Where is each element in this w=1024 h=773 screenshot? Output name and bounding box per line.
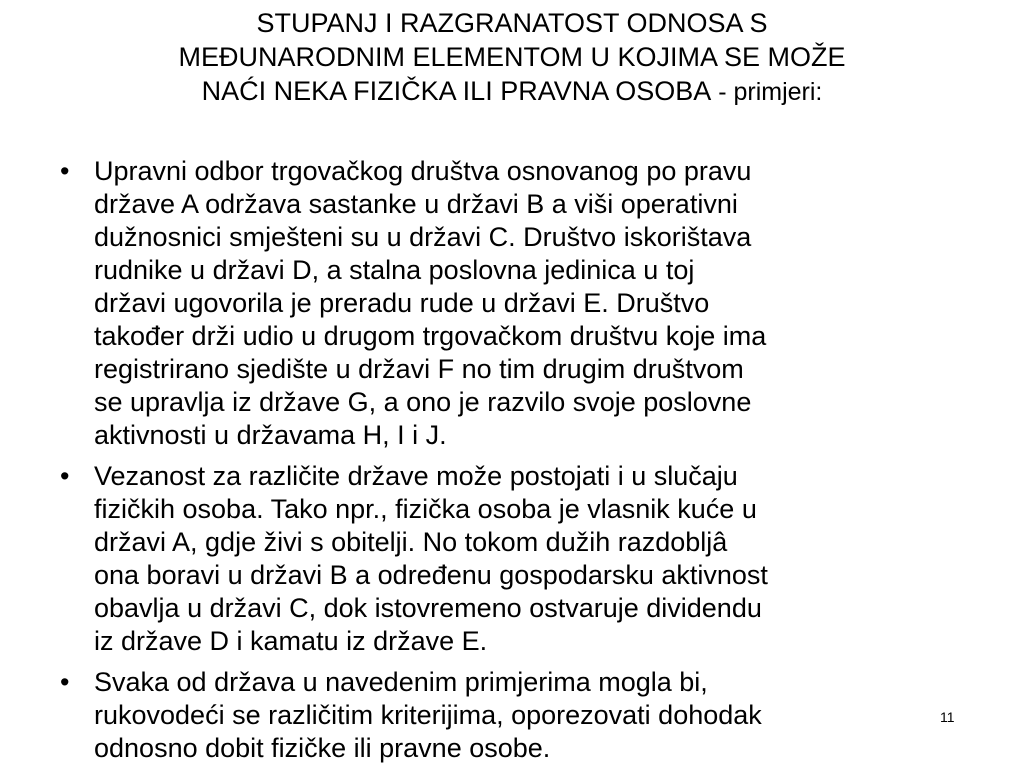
bullet-item [60,460,960,658]
bullet-icon: • [60,461,70,491]
bullet-text [94,155,960,452]
bullet-line: Vezanost za različite države može postojati i u slučaju [94,461,738,491]
bullet-line: registrirano sjedište u državi F no tim drugim društvom [94,354,744,384]
bullet-line: Svaka od država u navedenim primjerima mogla bi, [94,667,708,697]
bullet-line: obavlja u državi C, dok istovremeno ostvaruje dividendu [94,593,762,623]
bullet-line: rukovodeći se različitim kriterijima, oporezovati dohodak [94,700,762,730]
bullet-line: se upravlja iz države G, a ono je razvilo svoje poslovne [94,387,752,417]
title-line-text: NAĆI NEKA FIZIČKA ILI PRAVNA OSOBA [201,76,712,106]
title-line [40,74,984,109]
bullet-list [60,155,960,773]
bullet-line: ona boravi u državi B a određenu gospodarsku aktivnost [94,560,768,590]
bullet-line: dužnosnici smješteni su u državi C. Društvo iskorištava [94,222,752,252]
bullet-line: iz države D i kamatu iz države E. [94,626,488,656]
bullet-line: državi ugovorila je preradu rude u državi E. Društvo [94,288,710,318]
bullet-line: rudnike u državi D, a stalna poslovna jedinica u toj [94,255,695,285]
bullet-line: također drži udio u drugom trgovačkom društvu koje ima [94,321,767,351]
bullet-line: odnosno dobit fizičke ili pravne osobe. [94,733,551,763]
title-suffix: - primjeri: [711,78,823,106]
bullet-text [94,460,960,658]
bullet-text [94,666,960,765]
slide-title [40,6,984,109]
bullet-item [60,155,960,452]
bullet-line: aktivnosti u državama H, I i J. [94,420,447,450]
bullet-line: Upravni odbor trgovačkog društva osnovanog po pravu [94,156,752,186]
page-number: 11 [940,709,955,725]
title-line: STUPANJ I RAZGRANATOST ODNOSA S [256,8,768,38]
bullet-item [60,666,960,765]
bullet-line: države A održava sastanke u državi B a viši operativni [94,189,738,219]
bullet-line: fizičkih osoba. Tako npr., fizička osoba je vlasnik kuće u [94,494,757,524]
bullet-icon: • [60,156,70,186]
bullet-icon: • [60,667,70,697]
title-line: MEĐUNARODNIM ELEMENTOM U KOJIMA SE MOŽE [178,42,846,72]
bullet-line: državi A, gdje živi s obitelji. No tokom dužih razdobljâ [94,527,728,557]
